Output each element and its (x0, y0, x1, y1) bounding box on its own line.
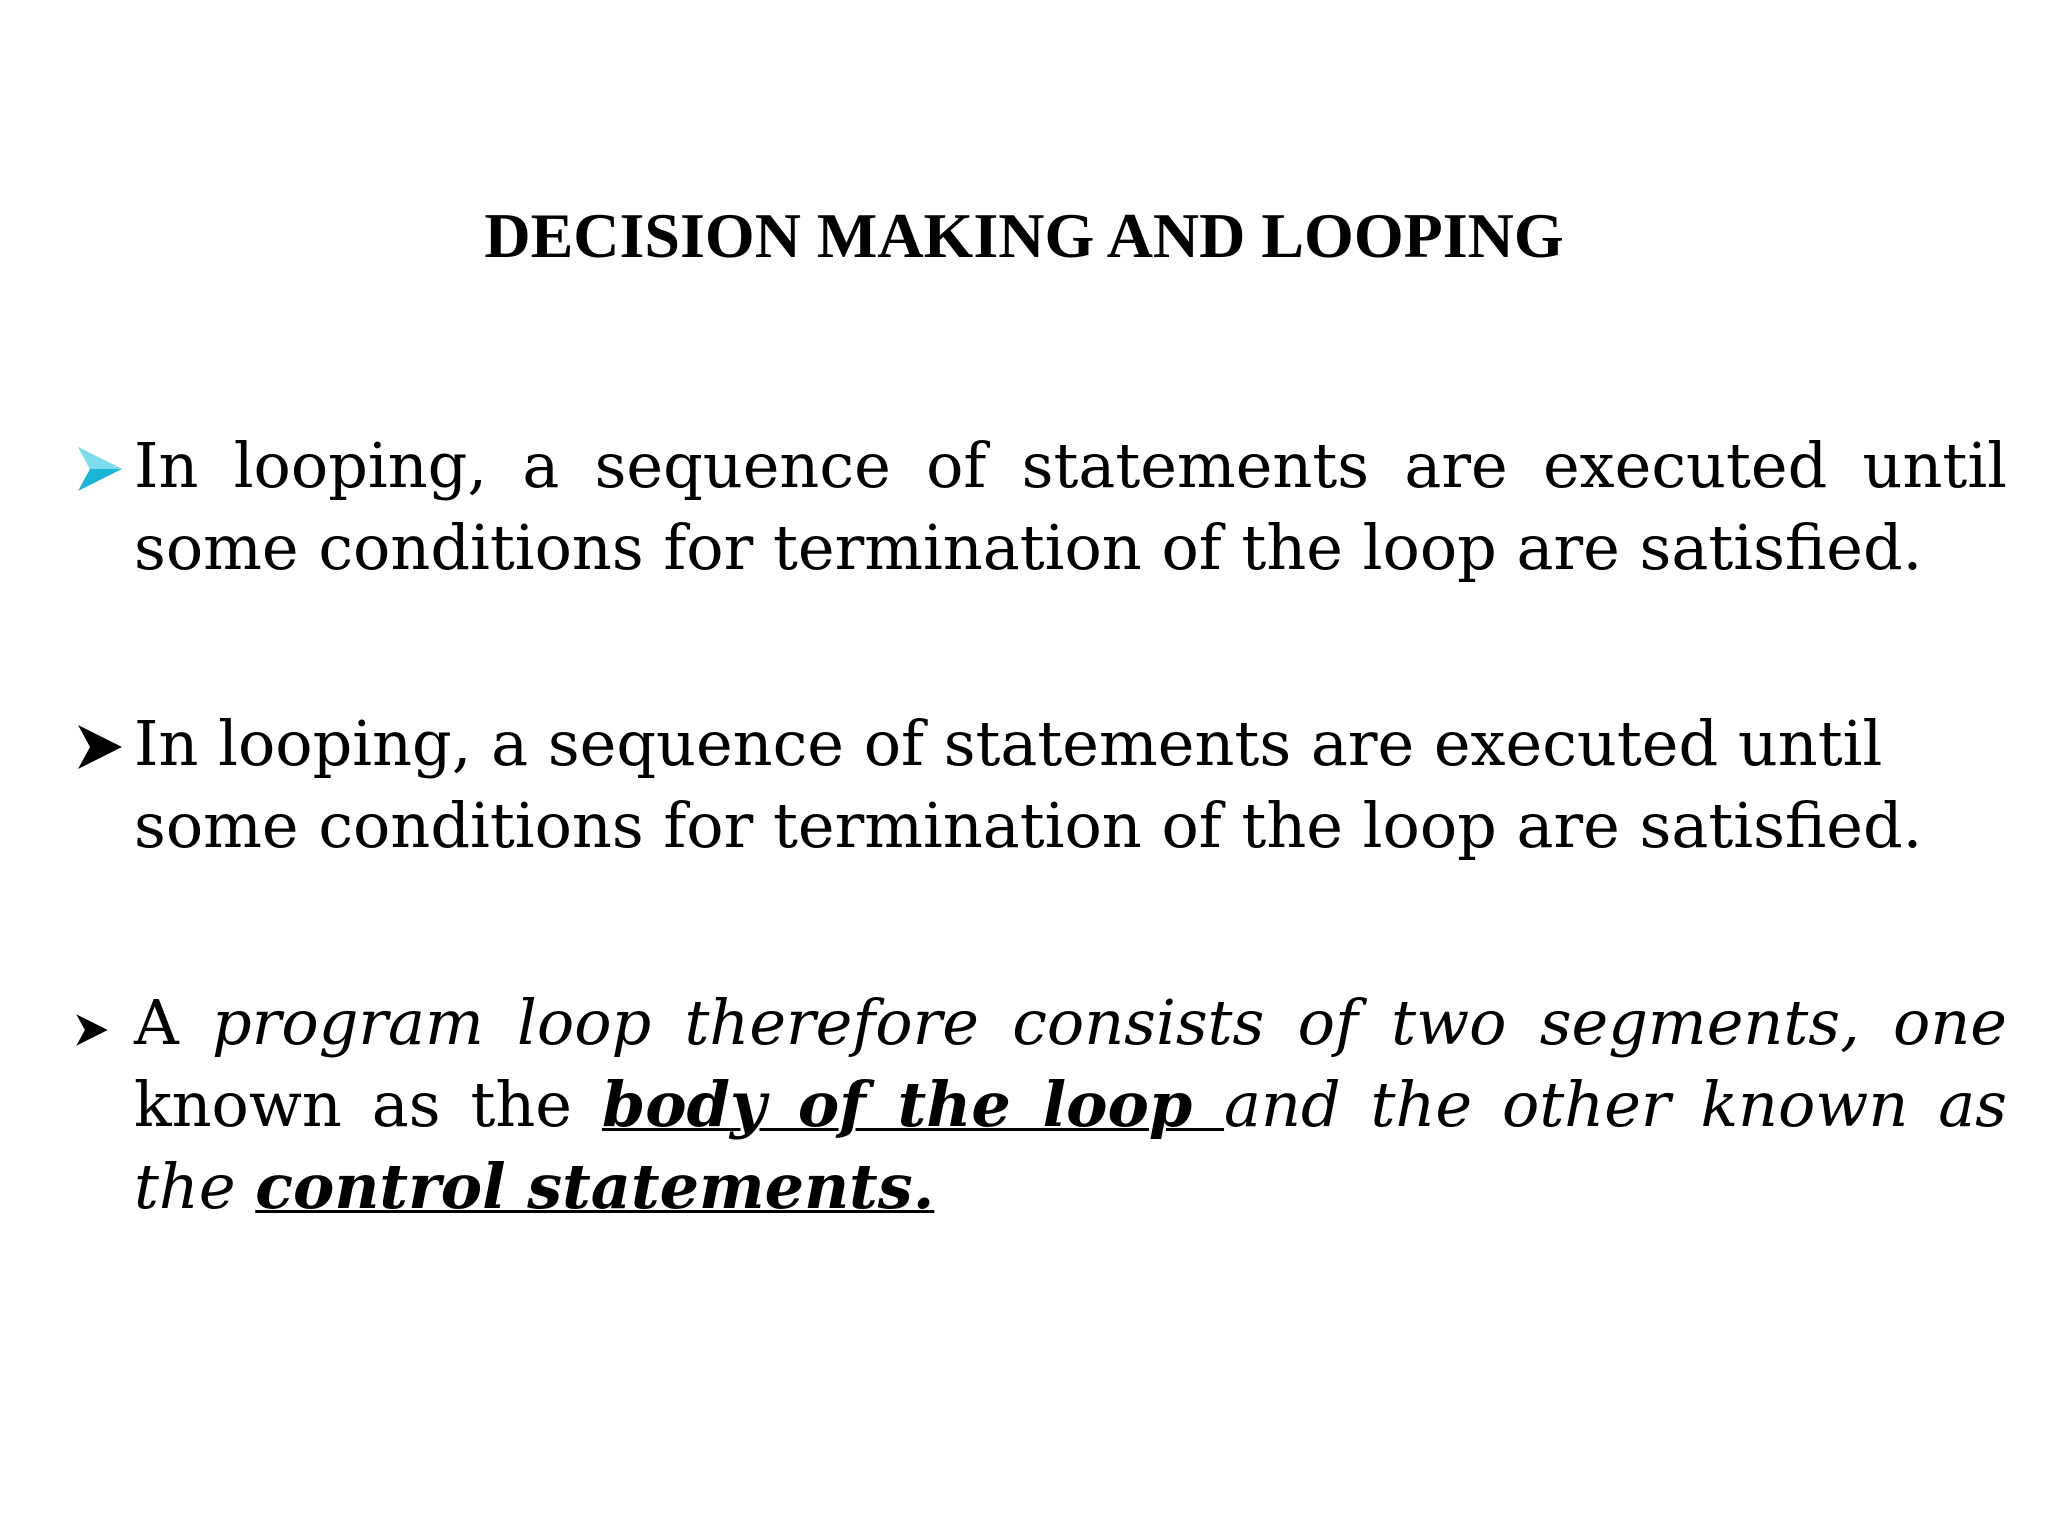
bullet-1-text: In looping, a sequence of statements are executed until some conditions for termination of the loop are satisfied. (134, 429, 2007, 584)
bullet-1 (72, 425, 2007, 589)
bullet-3-segment-5: and the other known as the (134, 1068, 2007, 1223)
bullet-3-segment-1: A (134, 986, 213, 1059)
arrow-bullet-icon (72, 719, 128, 775)
bullet-3-text (134, 982, 2007, 1228)
arrow-bullet-icon (72, 441, 128, 497)
body-of-the-loop-term: body of the loop (601, 1068, 1225, 1141)
bullet-3-segment-3: known as the (134, 1068, 602, 1141)
bullet-3 (72, 982, 2007, 1228)
arrow-bullet-icon (72, 1010, 112, 1050)
slide-title: DECISION MAKING AND LOOPING (484, 200, 1564, 271)
bullet-3-segment-2: program loop therefore consists of two segments, one (212, 986, 2007, 1059)
bullet-2-text: In looping, a sequence of statements are executed until some conditions for termination of the loop are satisfied. (134, 707, 1923, 862)
control-statements-term: control statements. (255, 1150, 935, 1223)
bullet-2 (72, 703, 2007, 867)
